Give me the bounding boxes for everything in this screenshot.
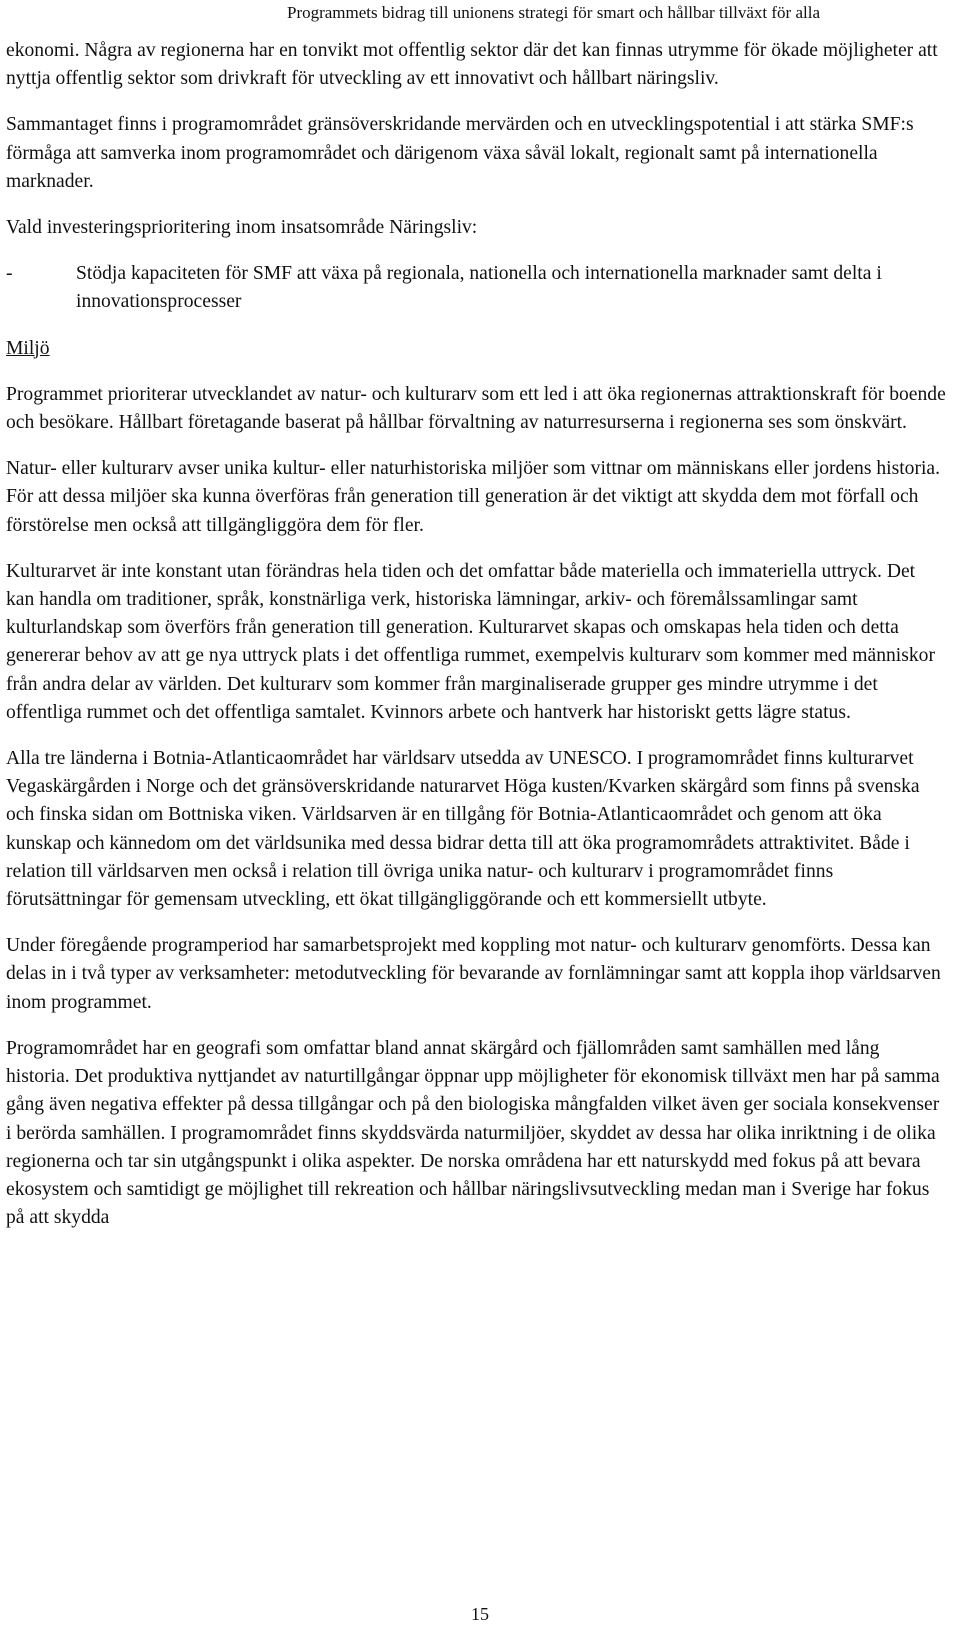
dash-bullet-marker: - (6, 263, 13, 285)
paragraph-intro-continuation: ekonomi. Några av regionerna har en tonvikt mot offentlig sektor där det kan finnas utrymme för ökade möjligheter att nyttja offentlig sektor som drivkraft för utveckling av ett innovativt och hållbart näringsliv. (6, 40, 938, 90)
paragraph-investment-priority-intro: Vald investeringsprioritering inom insatsområde Näringsliv: (6, 217, 478, 239)
section-heading-miljo: Miljö (6, 337, 50, 359)
paragraph-previous-period: Under föregående programperiod har samarbetsprojekt med koppling mot natur- och kulturarv genomförts. Dessa kan delas in i två typer av verksamheter: metodutveckling för bevarande av fornlämningar samt att koppla ihop världsarven inom programmet. (6, 935, 941, 1013)
list-item (6, 260, 946, 316)
running-header: Programmets bidrag till unionens strategi för smart och hållbar tillväxt för alla (286, 3, 820, 22)
paragraph-world-heritage: Alla tre länderna i Botnia-Atlanticaområdet har världsarv utsedda av UNESCO. I programområdet finns kulturarvet Vegaskärgården i Norge och det gränsöverskridande naturarvet Höga kusten/Kvarken skärgård som finns på svenska och finska sidan om Bottniska viken. Världsarven är en tillgång för Botnia-Atlanticaområdet och genom att öka kunskap och kännedom om det världsunika med dessa bidrar detta till att öka programområdets attraktivitet. Både i relation till världsarven men också i relation till övriga unika natur- och kulturarv i programområdet finns förutsättningar för gemensam utveckling, ett ökat tillgängliggörande och ett kommersiellt utbyte. (6, 748, 920, 911)
paragraph-heritage-definition: Natur- eller kulturarv avser unika kultur- eller naturhistoriska miljöer som vittnar om människans eller jordens historia. För att dessa miljöer ska kunna överföras från generation till generation är det viktigt att skydda dem mot förfall och förstörelse men också att tillgängliggöra dem för fler. (6, 458, 941, 536)
document-body (6, 37, 946, 1250)
investment-priority-list (6, 260, 946, 316)
paragraph-summary: Sammantaget finns i programområdet gränsöverskridande mervärden och en utvecklingspotential i att stärka SMF:s förmåga att samverka inom programområdet och därigenom växa såväl lokalt, regionalt samt på internationella marknader. (6, 114, 914, 192)
paragraph-miljo-priority: Programmet prioriterar utvecklandet av natur- och kulturarv som ett led i att öka regionernas attraktionskraft för boende och besökare. Hållbart företagande baserat på hållbar förvaltning av naturresurserna i regionerna ses som önskvärt. (6, 383, 946, 434)
paragraph-geography: Programområdet har en geografi som omfattar bland annat skärgård och fjällområden samt samhällen med lång historia. Det produktiva nyttjandet av naturtillgångar öppnar upp möjligheter för ekonomisk tillväxt men har på samma gång även negativa effekter på dessa tillgångar och på den biologiska mångfalden vilket även ger sociala konsekvenser i berörda samhällen. I programområdet finns skyddsvärda naturmiljöer, skyddet av dessa har olika inriktning i de olika regionerna och tar sin utgångspunkt i olika aspekter. De norska områdena har ett naturskydd med fokus på att bevara ekosystem och samtidigt ge möjlighet till rekreation och hållbar näringslivsutveckling medan man i Sverige har fokus på att skydda (6, 1037, 940, 1229)
page-number: 15 (471, 1604, 489, 1624)
paragraph-cultural-heritage: Kulturarvet är inte konstant utan förändras hela tiden och det omfattar både materiella och immateriella uttryck. Det kan handla om traditioner, språk, konstnärliga verk, historiska lämningar, arkiv- och föremålssamlingar samt kulturlandskap som överförs från generation till generation. Kulturarvet skapas och omskapas hela tiden och detta genererar behov av att ge nya uttryck plats i det offentliga rummet, exempelvis kulturarv som kommer med människor från andra delar av världen. Det kulturarv som kommer från marginaliserade grupper ges mindre utrymme i det offentliga rummet och det offentliga samtalet. Kvinnors arbete och hantverk har historiskt getts lägre status. (6, 560, 935, 723)
list-item-text: Stödja kapaciteten för SMF att växa på regionala, nationella och internationella marknader samt delta i innovationsprocesser (76, 263, 882, 313)
